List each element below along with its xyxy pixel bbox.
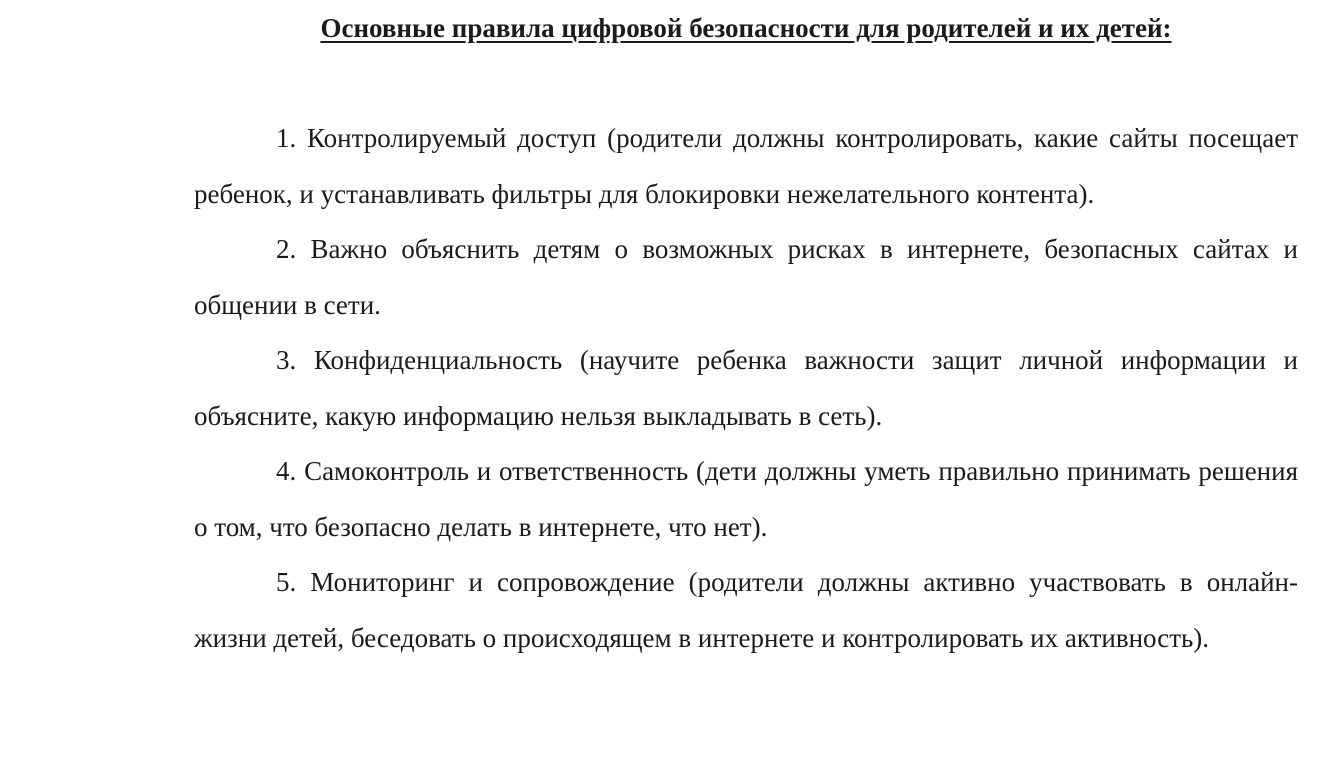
rule-item-4: 4. Самоконтроль и ответственность (дети должны уметь правильно принимать решения о том, что безопасно делать в интернете, что нет).: [194, 456, 1298, 542]
rule-item-2: 2. Важно объяснить детям о возможных рисках в интернете, безопасных сайтах и общении в сети.: [194, 234, 1298, 320]
document-title: [194, 12, 1298, 44]
rules-list: [194, 111, 1298, 666]
document-title-text: Основные правила цифровой безопасности для родителей и их детей:: [320, 13, 1172, 43]
rule-item-5: 5. Мониторинг и сопровождение (родители должны активно участвовать в онлайн-жизни детей, беседовать о происходящем в интернете и контролировать их активность).: [194, 567, 1298, 653]
rule-item-3: 3. Конфиденциальность (научите ребенка важности защит личной информации и объясните, какую информацию нельзя выкладывать в сеть).: [194, 345, 1298, 431]
rule-item-1: 1. Контролируемый доступ (родители должны контролировать, какие сайты посещает ребенок, и устанавливать фильтры для блокировки нежелательного контента).: [194, 123, 1298, 209]
